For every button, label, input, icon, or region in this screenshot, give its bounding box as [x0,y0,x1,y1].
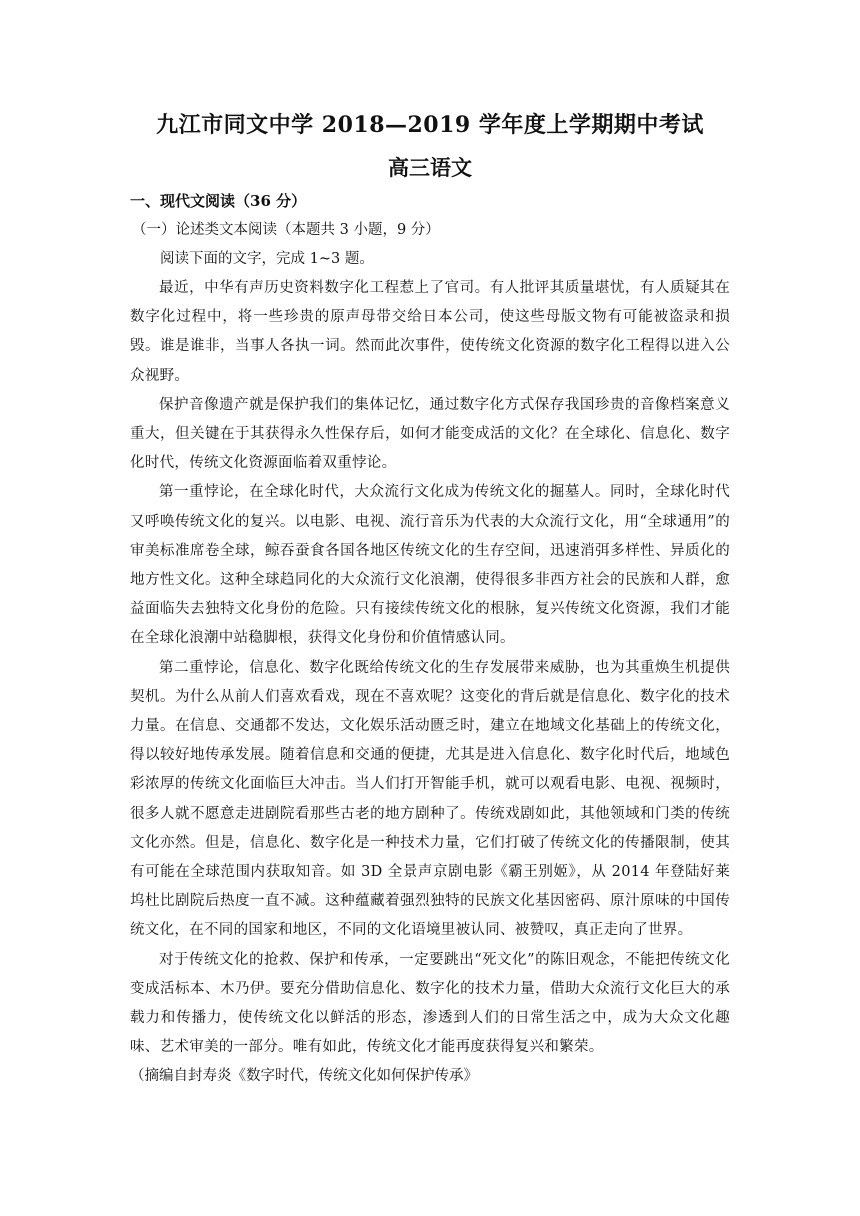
reading-instruction: 阅读下面的文字，完成 1~3 题。 [160,251,374,267]
subsection-heading: （一）论述类文本阅读（本题共 3 小题，9 分） [132,222,440,238]
article-paragraph-1: 最近，中华有声历史资料数字化工程惹上了官司。有人批评其质量堪忧，有人质疑其在数字化过程中，将一些珍贵的原声母带交给日本公司，使这些母版文物有可能被盗录和损毁。谁是谁非，当事人各执一词。然而此次事件，使传统文化资源的数字化工程得以进入公众视野。 [130,280,730,384]
section-heading: 一、现代文阅读（36 分） [130,192,307,210]
article-paragraph-3: 第一重悖论，在全球化时代，大众流行文化成为传统文化的掘墓人。同时，全球化时代又呼唤传统文化的复兴。以电影、电视、流行音乐为代表的大众流行文化，用“全球通用”的审美标准席卷全球，鲸吞蚕食各国各地区传统文化的生存空间，迅速消弭多样性、异质化的地方性文化。这种全球趋同化的大众流行文化浪潮，使得很多非西方社会的民族和人群，愈益面临失去独特文化身份的危险。只有接续传统文化的根脉，复兴传统文化资源，我们才能在全球化浪潮中站稳脚根，获得文化身份和价值情感认同。 [130,484,730,647]
article-paragraph-2: 保护音像遗产就是保护我们的集体记忆，通过数字化方式保存我国珍贵的音像档案意义重大，但关键在于其获得永久性保存后，如何才能变成活的文化？在全球化、信息化、数字化时代，传统文化资源面临着双重悖论。 [130,396,730,472]
exam-subtitle: 高三语文 [388,155,472,180]
article-paragraph-5: 对于传统文化的抢救、保护和传承，一定要跳出“死文化”的陈旧观念，不能把传统文化变成活标本、木乃伊。要充分借助信息化、数字化的技术力量，借助大众流行文化巨大的承载力和传播力，使传统文化以鲜活的形态，渗透到人们的日常生活之中，成为大众文化趣味、艺术审美的一部分。唯有如此，传统文化才能再度获得复兴和繁荣。 [130,951,730,1056]
article-source: （摘编自封寿炎《数字时代，传统文化如何保护传承》 [130,1068,478,1085]
article-body [130,274,730,1092]
article-paragraph-4: 第二重悖论，信息化、数字化既给传统文化的生存发展带来威胁，也为其重焕生机提供契机。为什么从前人们喜欢看戏，现在不喜欢呢？这变化的背后就是信息化、数字化的技术力量。在信息、交通都不发达，文化娱乐活动匮乏时，建立在地域文化基础上的传统文化，得以较好地传承发展。随着信息和交通的便捷，尤其是进入信息化、数字化时代后，地域色彩浓厚的传统文化面临巨大冲击。当人们打开智能手机，就可以观看电影、电视、视频时，很多人就不愿意走进剧院看那些古老的地方剧种了。传统戏剧如此，其他领域和门类的传统文化亦然。但是，信息化、数字化是一种技术力量，它们打破了传统文化的传播限制，使其有可能在全球范围内获取知音。如 3D 全景声京剧电影《霸王别姬》，从 2014 年登陆好莱坞杜比剧院后热度一直不减。这种蕴藏着强烈独特的民族文化基因密码、原汁原味的中国传统文化，在不同的国家和地区，不同的文化语境里被认同、被赞叹，真正走向了世界。 [130,659,730,939]
exam-title: 九江市同文中学 2018—2019 学年度上学期期中考试 [156,112,704,138]
